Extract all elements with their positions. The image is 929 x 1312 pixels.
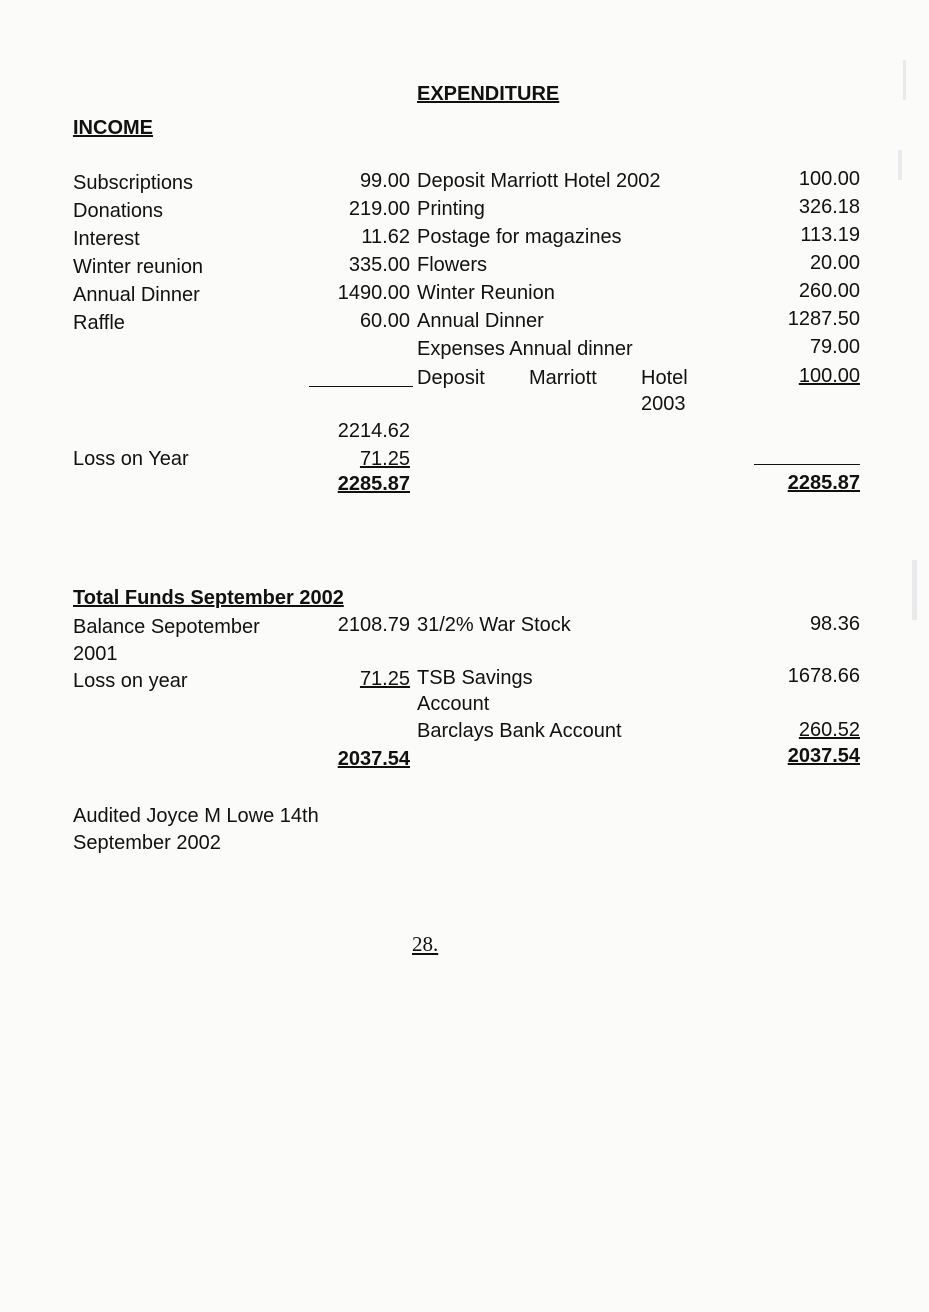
asset-label: 31/2% War Stock [417, 614, 571, 636]
expenditure-amount: 20.00 [809, 252, 860, 274]
funds-loss-label: Loss on year [73, 670, 188, 692]
audit-note: September 2002 [73, 832, 221, 854]
asset-label: Account [417, 693, 490, 715]
income-label: Interest [73, 228, 140, 250]
page-number: 28. [412, 932, 439, 956]
asset-amount: 98.36 [809, 613, 860, 635]
income-heading: INCOME [73, 117, 153, 139]
scan-edge-mark [898, 150, 902, 180]
expenditure-label: Annual Dinner [417, 310, 544, 332]
expenditure-label: Expenses Annual dinner [417, 338, 633, 360]
asset-amount: 260.52 [798, 719, 860, 741]
income-label: Subscriptions [73, 172, 194, 194]
expenditure-label: Printing [417, 198, 485, 220]
expenditure-heading: EXPENDITURE [417, 83, 560, 105]
income-label: Raffle [73, 312, 125, 334]
funds-total-right: 2037.54 [787, 745, 860, 767]
expenditure-label: Deposit Marriott Hotel 2002 [417, 170, 661, 192]
income-label: Donations [73, 200, 164, 222]
expenditure-amount: 100.00 [798, 365, 860, 387]
income-amount: 11.62 [361, 226, 410, 248]
asset-label: TSB Savings [417, 667, 533, 689]
blank-rule [309, 386, 413, 387]
blank-rule [754, 464, 860, 465]
loss-on-year-amount: 71.25 [359, 448, 410, 470]
income-label: Winter reunion [73, 256, 204, 278]
income-amount: 99.00 [359, 170, 410, 192]
income-amount: 60.00 [359, 310, 410, 332]
scan-edge-mark [903, 60, 906, 100]
income-total: 2285.87 [337, 473, 410, 495]
expenditure-amount: 113.19 [800, 224, 860, 246]
expenditure-amount: 100.00 [798, 168, 860, 190]
expenditure-amount: 79.00 [809, 336, 860, 358]
expenditure-label: Flowers [417, 254, 488, 276]
expenditure-label-word: Hotel [641, 367, 688, 389]
expenditure-total: 2285.87 [787, 472, 860, 494]
audit-note: Audited Joyce M Lowe 14th [73, 805, 319, 827]
expenditure-label-word: Deposit [417, 367, 485, 389]
income-amount: 1490.00 [337, 282, 410, 304]
asset-label: Barclays Bank Account [417, 720, 622, 742]
income-amount: 219.00 [348, 198, 410, 220]
expenditure-label: Postage for magazines [417, 226, 622, 248]
expenditure-label-word: Marriott [529, 367, 597, 389]
expenditure-amount: 326.18 [798, 196, 860, 218]
asset-amount: 1678.66 [787, 665, 860, 687]
balance-amount: 2108.79 [337, 614, 410, 636]
expenditure-amount: 260.00 [798, 280, 860, 302]
expenditure-label-word: 2003 [641, 393, 686, 415]
income-amount: 335.00 [348, 254, 410, 276]
balance-label: Balance Sepotember [73, 616, 260, 638]
income-subtotal: 2214.62 [337, 420, 410, 442]
funds-heading: Total Funds September 2002 [73, 587, 344, 609]
funds-loss-amount: 71.25 [359, 668, 410, 690]
funds-total-left: 2037.54 [337, 748, 410, 770]
loss-on-year-label: Loss on Year [73, 448, 189, 470]
income-label: Annual Dinner [73, 284, 200, 306]
scan-edge-mark [912, 560, 917, 620]
balance-label-year: 2001 [73, 643, 118, 665]
expenditure-amount: 1287.50 [787, 308, 860, 330]
expenditure-label: Winter Reunion [417, 282, 555, 304]
